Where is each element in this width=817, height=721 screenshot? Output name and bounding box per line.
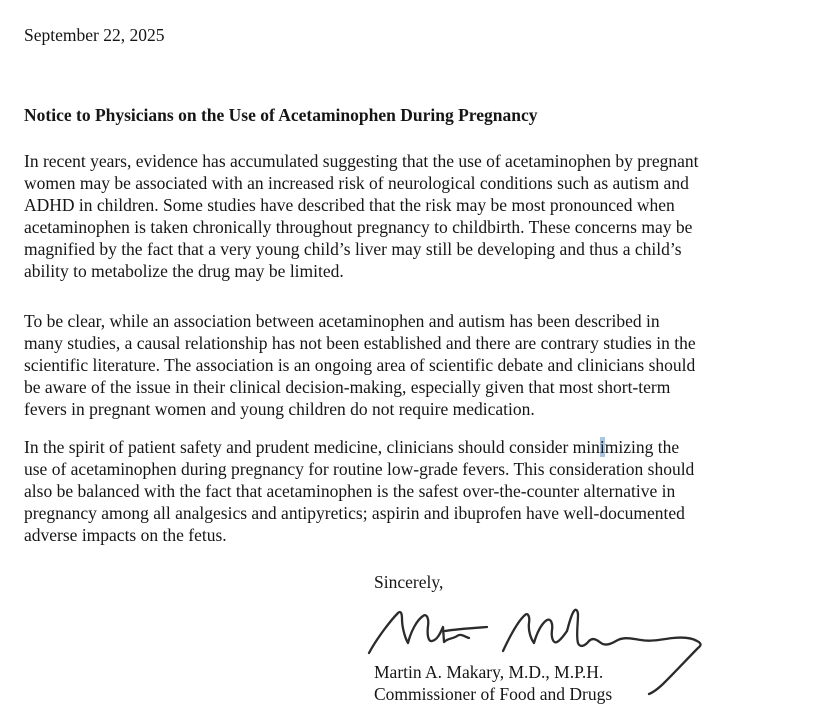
body-line: acetaminophen is taken chronically throughout pregnancy to childbirth. These concerns may be [24,217,693,237]
body-line: scientific literature. The association is an ongoing area of scientific debate and clinicians should [24,355,696,375]
body-line: fevers in pregnant women and young children do not require medication. [24,399,535,419]
notice-title: Notice to Physicians on the Use of Acetaminophen During Pregnancy [24,105,538,125]
date-line: September 22, 2025 [24,25,165,45]
signer-title: Commissioner of Food and Drugs [374,684,613,704]
text-after-selection: mizing the [604,437,680,457]
body-line: women may be associated with an increased risk of neurological conditions such as autism and [24,173,689,193]
body-line: To be clear, while an association between acetaminophen and autism has been described in [24,311,660,331]
body-line: pregnancy among all analgesics and antipyretics; aspirin and ibuprofen have well-documented [24,503,685,523]
body-line: ability to metabolize the drug may be limited. [24,261,344,281]
body-line: adverse impacts on the fetus. [24,525,227,545]
body-line: magnified by the fact that a very young child’s liver may still be developing and thus a child’s [24,239,682,259]
text-before-selection: In the spirit of patient safety and prudent medicine, clinicians should consider min [24,437,600,457]
paragraph-1 [24,150,698,282]
body-line: In recent years, evidence has accumulated suggesting that the use of acetaminophen by pregnant [24,151,699,171]
closing-salutation: Sincerely, [374,572,444,592]
selected-text[interactable]: i [599,437,605,457]
paragraph-2 [24,310,696,420]
paragraph-3 [24,436,694,546]
body-line: also be balanced with the fact that acetaminophen is the safest over-the-counter alternative in [24,481,676,501]
signer-name: Martin A. Makary, M.D., M.P.H. [374,662,604,682]
body-line: use of acetaminophen during pregnancy for routine low-grade fevers. This consideration should [24,459,695,479]
body-line: be aware of the issue in their clinical decision-making, especially given that most short-term [24,377,671,397]
body-line: many studies, a causal relationship has not been established and there are contrary studies in the [24,333,696,353]
body-line-with-selection [24,436,694,458]
signature-block [374,661,612,705]
body-line: ADHD in children. Some studies have described that the risk may be most pronounced when [24,195,675,215]
